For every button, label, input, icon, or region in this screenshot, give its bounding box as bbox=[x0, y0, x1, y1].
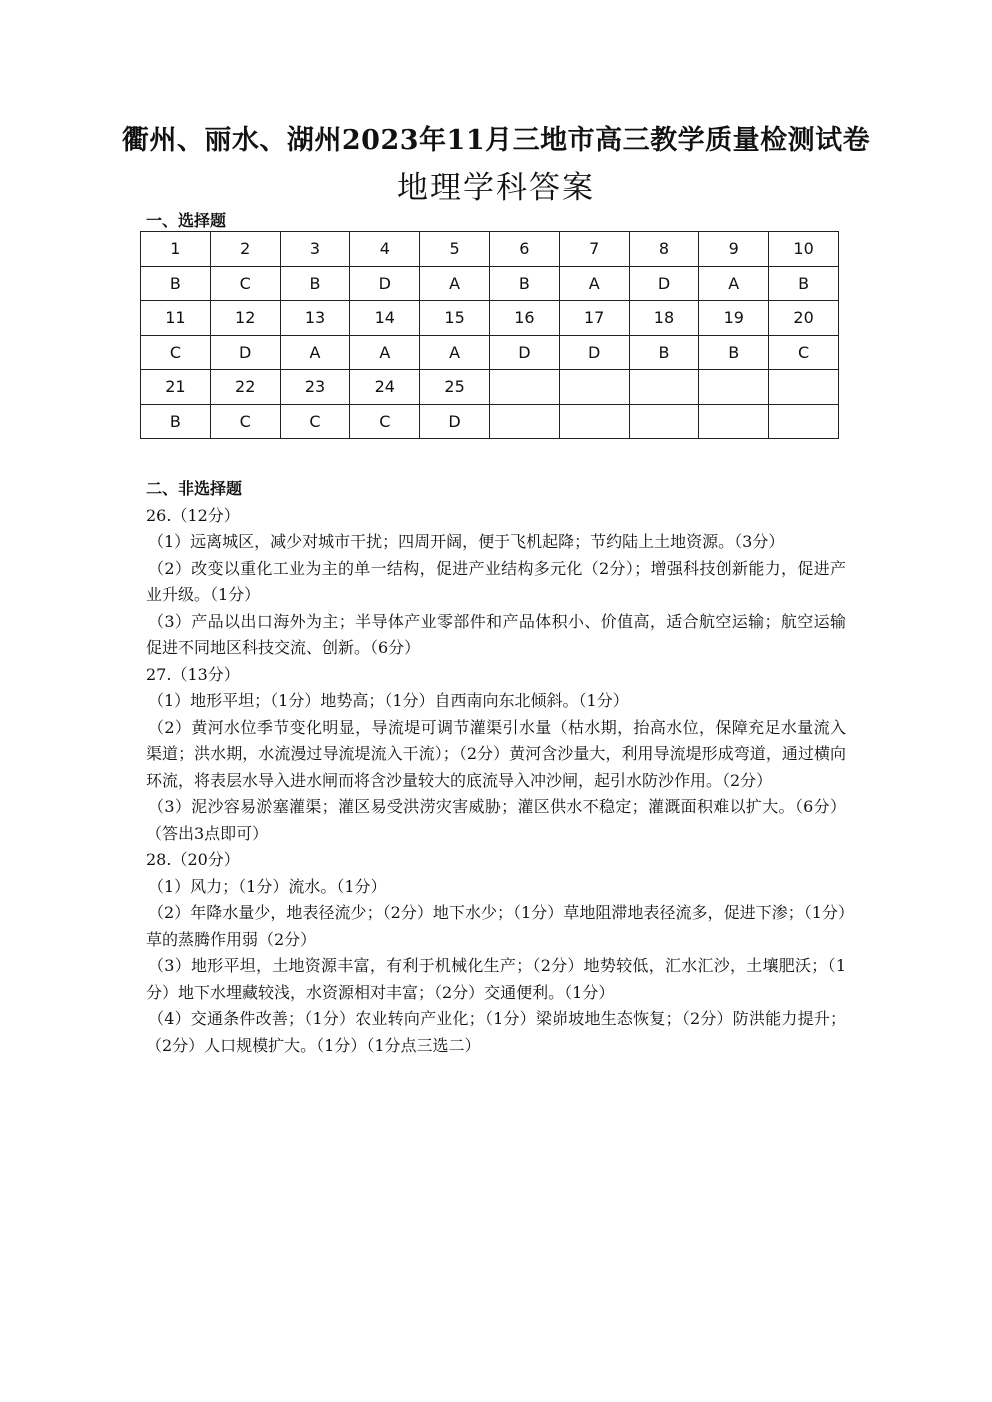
question-number-cell: 24 bbox=[350, 370, 420, 405]
question-number-cell: 13 bbox=[280, 301, 350, 336]
question-number-cell: 16 bbox=[489, 301, 559, 336]
question-number-cell: 12 bbox=[210, 301, 280, 336]
answer-cell: C bbox=[210, 404, 280, 439]
question-number-cell: 1 bbox=[141, 232, 211, 267]
answer-paragraph: （2）改变以重化工业为主的单一结构，促进产业结构多元化（2分）；增强科技创新能力，促进产业升级。（1分） bbox=[146, 558, 846, 604]
answer-cell: A bbox=[350, 335, 420, 370]
question-number-cell: 15 bbox=[420, 301, 490, 336]
table-row bbox=[141, 370, 839, 405]
question-number-cell: 9 bbox=[699, 232, 769, 267]
answer-paragraph: （3）地形平坦，土地资源丰富，有利于机械化生产；（2分）地势较低，汇水汇沙，土壤肥沃；（1分）地下水埋藏较浅，水资源相对丰富；（2分）交通便利。（1分） bbox=[146, 956, 846, 1002]
question-number-cell: 3 bbox=[280, 232, 350, 267]
question-number-cell: 4 bbox=[350, 232, 420, 267]
answer-paragraph: （3）产品以出口海外为主；半导体产业零部件和产品体积小、价值高，适合航空运输；航空运输促进不同地区科技交流、创新。（6分） bbox=[146, 611, 846, 657]
question-number-cell bbox=[629, 370, 699, 405]
question-number-cell: 18 bbox=[629, 301, 699, 336]
answer-paragraph: （1）地形平坦；（1分）地势高；（1分）自西南向东北倾斜。（1分） bbox=[148, 691, 629, 710]
answer-paragraph: （2）年降水量少，地表径流少；（2分）地下水少；（1分）草地阻滞地表径流多，促进下渗；（1分）草的蒸腾作用弱（2分） bbox=[146, 903, 846, 949]
answer-cell: A bbox=[559, 266, 629, 301]
document-subtitle: 地理学科答案 bbox=[397, 170, 595, 206]
answer-cell: C bbox=[141, 335, 211, 370]
question-heading: 27.（13分） bbox=[146, 664, 240, 684]
question-number-cell bbox=[769, 370, 839, 405]
question-number-cell bbox=[699, 370, 769, 405]
question-number-cell: 25 bbox=[420, 370, 490, 405]
answer-cell: B bbox=[769, 266, 839, 301]
answer-cell: D bbox=[420, 404, 490, 439]
answer-cell bbox=[769, 404, 839, 439]
nonchoice-section-heading: 二、非选择题 bbox=[146, 479, 243, 498]
answer-cell bbox=[559, 404, 629, 439]
answer-cell: D bbox=[210, 335, 280, 370]
question-heading: 28.（20分） bbox=[146, 850, 240, 869]
answer-cell: B bbox=[629, 335, 699, 370]
answer-cell: A bbox=[420, 335, 490, 370]
question-number-cell: 14 bbox=[350, 301, 420, 336]
answer-paragraph: （2）黄河水位季节变化明显，导流堤可调节灌渠引水量（枯水期，抬高水位，保障充足水量流入渠道；洪水期，水流漫过导流堤流入干流）；（2分）黄河含沙量大，利用导流堤形成弯道，通过横向环流，将表层水导入进水闸而将含沙量较大的底流导入冲沙闸，起引水防沙作用。（2分） bbox=[146, 717, 846, 790]
question-number-cell: 7 bbox=[559, 232, 629, 267]
answer-cell bbox=[699, 404, 769, 439]
question-number-cell bbox=[559, 370, 629, 405]
question-number-cell: 22 bbox=[210, 370, 280, 405]
answer-cell: B bbox=[141, 404, 211, 439]
answer-cell: C bbox=[210, 266, 280, 301]
nonchoice-section bbox=[146, 476, 846, 1059]
table-row bbox=[141, 301, 839, 336]
question-number-cell: 11 bbox=[141, 301, 211, 336]
answer-cell: D bbox=[629, 266, 699, 301]
answer-paragraph: （4）交通条件改善；（1分）农业转向产业化；（1分）梁峁坡地生态恢复；（2分）防洪能力提升；（2分）人口规模扩大。（1分）（1分点三选二） bbox=[146, 1009, 846, 1055]
table-row bbox=[141, 266, 839, 301]
question-number-cell: 8 bbox=[629, 232, 699, 267]
question-number-cell: 10 bbox=[769, 232, 839, 267]
answer-cell: D bbox=[489, 335, 559, 370]
answer-cell: B bbox=[699, 335, 769, 370]
question-number-cell bbox=[489, 370, 559, 405]
choice-section-heading: 一、选择题 bbox=[146, 211, 227, 230]
answer-cell: A bbox=[699, 266, 769, 301]
answer-table bbox=[140, 231, 839, 439]
answer-cell: B bbox=[280, 266, 350, 301]
answer-cell: C bbox=[350, 404, 420, 439]
answer-paragraph: （3）泥沙容易淤塞灌渠；灌区易受洪涝灾害威胁；灌区供水不稳定；灌溉面积难以扩大。（6分）（答出3点即可） bbox=[146, 797, 846, 843]
answer-cell: A bbox=[420, 266, 490, 301]
question-number-cell: 6 bbox=[489, 232, 559, 267]
answer-cell bbox=[489, 404, 559, 439]
table-row bbox=[141, 335, 839, 370]
question-number-cell: 20 bbox=[769, 301, 839, 336]
answer-cell: B bbox=[489, 266, 559, 301]
answer-cell: C bbox=[280, 404, 350, 439]
table-row bbox=[141, 404, 839, 439]
question-number-cell: 23 bbox=[280, 370, 350, 405]
answer-cell: D bbox=[350, 266, 420, 301]
answer-cell: B bbox=[141, 266, 211, 301]
table-row bbox=[141, 232, 839, 267]
answer-cell: C bbox=[769, 335, 839, 370]
answer-cell bbox=[629, 404, 699, 439]
question-number-cell: 17 bbox=[559, 301, 629, 336]
question-number-cell: 19 bbox=[699, 301, 769, 336]
document-title: 衢州、丽水、湖州2023年11月三地市高三教学质量检测试卷 bbox=[121, 125, 871, 156]
answer-paragraph: （1）远离城区，减少对城市干扰；四周开阔，便于飞机起降；节约陆上土地资源。（3分） bbox=[148, 532, 785, 551]
answer-cell: D bbox=[559, 335, 629, 370]
question-number-cell: 21 bbox=[141, 370, 211, 405]
answer-cell: A bbox=[280, 335, 350, 370]
question-number-cell: 2 bbox=[210, 232, 280, 267]
question-heading: 26.（12分） bbox=[146, 505, 240, 525]
answer-paragraph: （1）风力；（1分）流水。（1分） bbox=[148, 876, 387, 896]
question-number-cell: 5 bbox=[420, 232, 490, 267]
